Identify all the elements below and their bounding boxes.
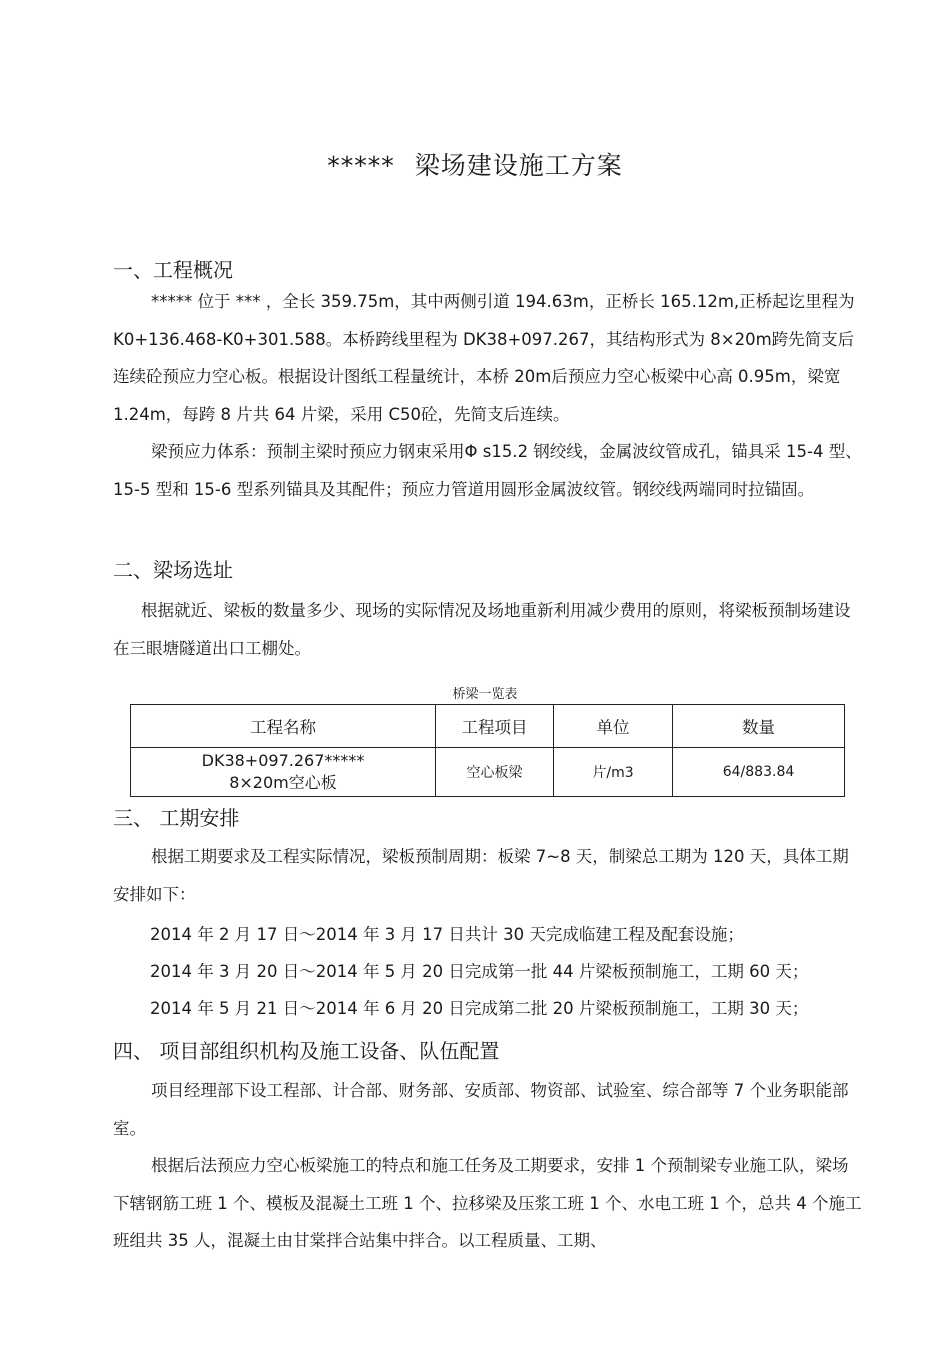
table-header-cell: 工程名称 bbox=[131, 705, 436, 748]
table-cell-quantity: 64/883.84 bbox=[673, 748, 845, 797]
section-3-paragraph-1: 根据工期要求及工程实际情况，梁板预制周期：板梁 7~8 天，制梁总工期为 120 天，具体工期安排如下： bbox=[113, 847, 849, 904]
table-cell-unit: 片/m3 bbox=[554, 748, 673, 797]
section-1-heading: 一、工程概况 bbox=[113, 258, 233, 282]
table-header-cell: 工程项目 bbox=[436, 705, 554, 748]
table-header-cell: 数量 bbox=[673, 705, 845, 748]
title-main: 梁场建设施工方案 bbox=[414, 151, 623, 180]
table-header-row bbox=[131, 705, 845, 748]
section-4-heading: 四、 项目部组织机构及施工设备、队伍配置 bbox=[113, 1039, 500, 1063]
schedule-line-1: 2014 年 2 月 17 日～2014 年 3 月 17 日共计 30 天完成临建工程及配套设施； bbox=[150, 925, 744, 944]
table-cell-project-name bbox=[131, 748, 436, 797]
title-prefix: ***** bbox=[327, 151, 395, 180]
project-name-line-1: DK38+097.267***** bbox=[201, 751, 365, 770]
schedule-line-3: 2014 年 5 月 21 日～2014 年 6 月 20 日完成第二批 20 片梁板预制施工，工期 30 天； bbox=[150, 999, 809, 1018]
section-1-paragraph-2: 梁预应力体系：预制主梁时预应力钢束采用Φ s15.2 钢绞线，金属波纹管成孔，锚具采 15-4 型、15-5 型和 15-6 型系列锚具及其配件；预应力管道用圆形金属波纹管。钢绞线两端同时拉锚固。 bbox=[113, 442, 862, 499]
table-cell-project-item: 空心板梁 bbox=[436, 748, 554, 797]
section-4-paragraph-1: 项目经理部下设工程部、计合部、财务部、安质部、物资部、试验室、综合部等 7 个业务职能部室。 bbox=[113, 1081, 849, 1138]
section-4-paragraph-2: 根据后法预应力空心板梁施工的特点和施工任务及工期要求，安排 1 个预制梁专业施工队，梁场下辖钢筋工班 1 个、模板及混凝土工班 1 个、拉移梁及压浆工班 1 个、水电工班 1 个，总共 4 个施工班组共 35 人，混凝土由甘棠拌合站集中拌合。以工程质量、工期、 bbox=[113, 1156, 862, 1250]
section-1-paragraph-1: ***** 位于 *** ，全长 359.75m，其中两侧引道 194.63m，正桥长 165.12m,正桥起讫里程为 K0+136.468-K0+301.588。本桥跨线里程为 DK38+097.267，其结构形式为 8×20m跨先简支后连续砼预应力空心板。根据设计图纸工程量统计，本桥 20m后预应力空心板梁中心高 0.95m，梁宽 1.24m，每跨 8 片共 64 片梁，采用 C50砼，先简支后连续。 bbox=[113, 292, 855, 424]
table-caption: 桥梁一览表 bbox=[452, 687, 518, 702]
bridge-table bbox=[130, 704, 845, 797]
table-row bbox=[131, 748, 845, 797]
section-2-heading: 二、梁场选址 bbox=[113, 558, 233, 582]
table-header-cell: 单位 bbox=[554, 705, 673, 748]
document-title bbox=[0, 146, 950, 182]
schedule-line-2: 2014 年 3 月 20 日～2014 年 5 月 20 日完成第一批 44 片梁板预制施工，工期 60 天； bbox=[150, 962, 809, 981]
section-2-paragraph-1: 根据就近、梁板的数量多少、现场的实际情况及场地重新利用减少费用的原则，将梁板预制场建设在三眼塘隧道出口工棚处。 bbox=[113, 601, 851, 658]
project-name-line-2: 8×20m空心板 bbox=[229, 773, 337, 792]
section-3-heading: 三、 工期安排 bbox=[113, 806, 240, 830]
